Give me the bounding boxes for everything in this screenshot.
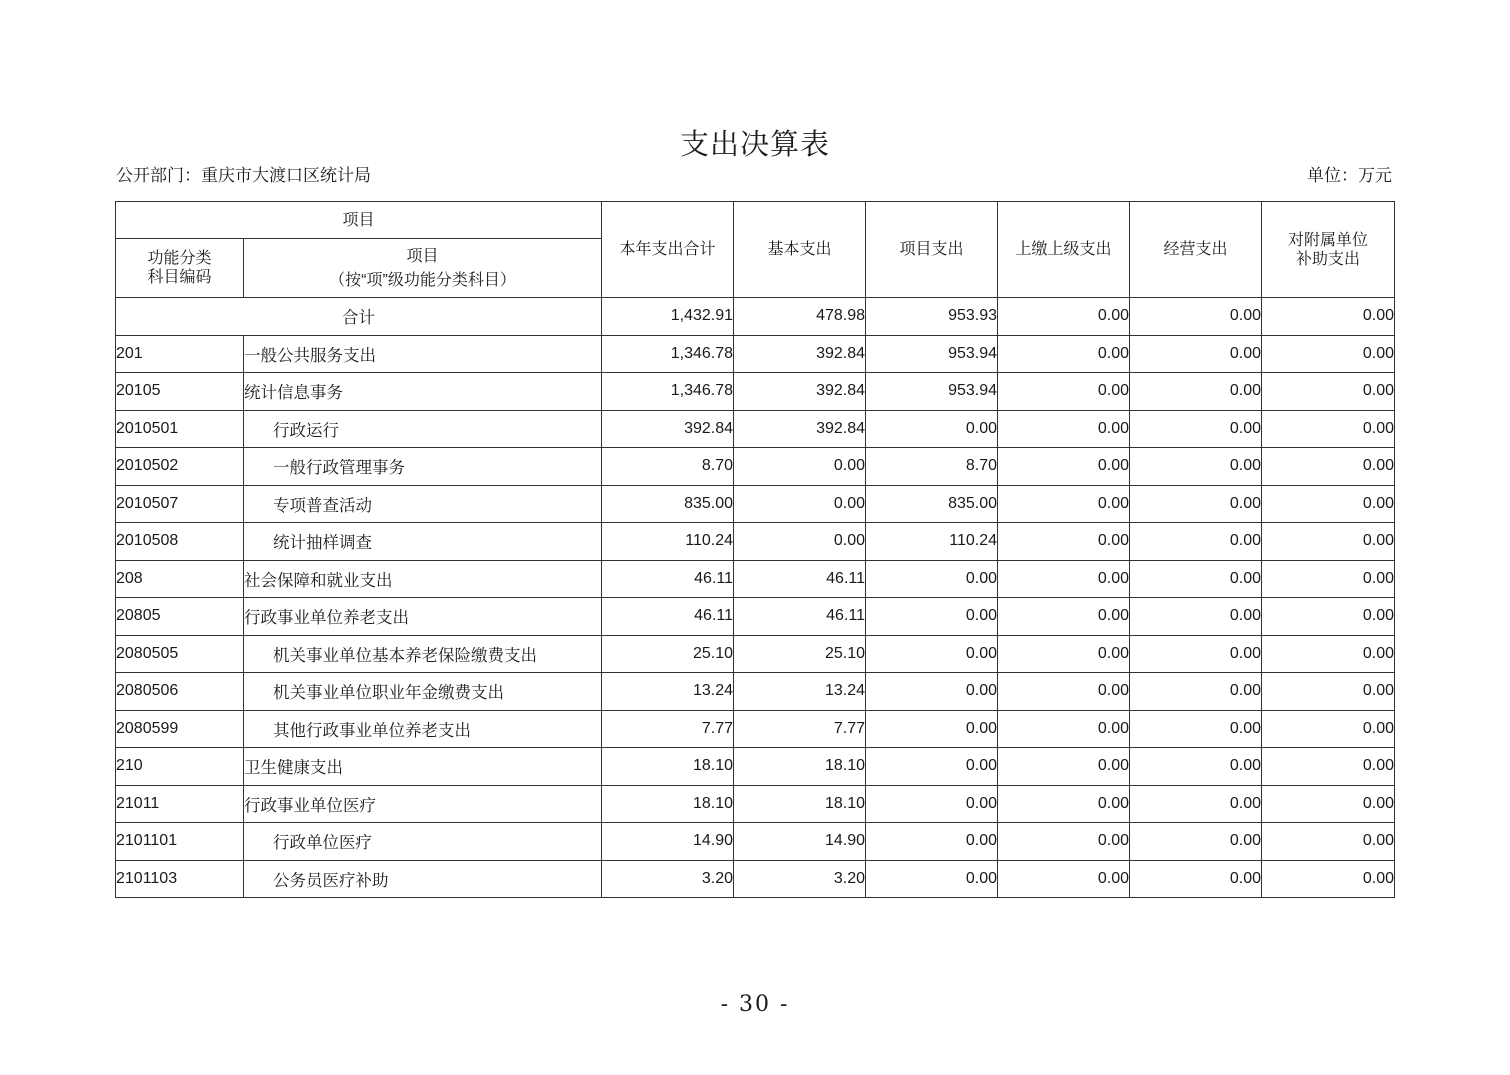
basic-cell: 0.00 bbox=[734, 523, 866, 561]
upper-cell: 0.00 bbox=[998, 485, 1130, 523]
name-cell: 公务员医疗补助 bbox=[244, 860, 602, 898]
code-cell: 2101103 bbox=[116, 860, 244, 898]
project-cell: 0.00 bbox=[866, 785, 998, 823]
table-body bbox=[116, 298, 1395, 898]
total-cell: 1,346.78 bbox=[602, 373, 734, 411]
total-cell: 14.90 bbox=[602, 823, 734, 861]
total-cell: 110.24 bbox=[602, 523, 734, 561]
name-cell: 机关事业单位基本养老保险缴费支出 bbox=[244, 635, 602, 673]
total-label: 合计 bbox=[116, 298, 602, 336]
table-row bbox=[116, 748, 1395, 786]
expenditure-table bbox=[115, 201, 1395, 898]
total-cell: 1,346.78 bbox=[602, 335, 734, 373]
project-cell: 0.00 bbox=[866, 410, 998, 448]
table-row bbox=[116, 673, 1395, 711]
table-row bbox=[116, 485, 1395, 523]
code-cell: 2010507 bbox=[116, 485, 244, 523]
business-cell: 0.00 bbox=[1130, 523, 1262, 561]
name-cell: 其他行政事业单位养老支出 bbox=[244, 710, 602, 748]
header-subsidy: 对附属单位 补助支出 bbox=[1262, 202, 1395, 298]
name-cell: 一般公共服务支出 bbox=[244, 335, 602, 373]
name-cell: 机关事业单位职业年金缴费支出 bbox=[244, 673, 602, 711]
business-cell: 0.00 bbox=[1130, 635, 1262, 673]
header-basic: 基本支出 bbox=[734, 202, 866, 298]
project-cell: 0.00 bbox=[866, 560, 998, 598]
upper-cell: 0.00 bbox=[998, 823, 1130, 861]
project-cell: 835.00 bbox=[866, 485, 998, 523]
project-cell: 0.00 bbox=[866, 598, 998, 636]
business-cell: 0.00 bbox=[1130, 785, 1262, 823]
header-code: 功能分类 科目编码 bbox=[116, 239, 244, 298]
basic-cell: 46.11 bbox=[734, 598, 866, 636]
page-number: - 30 - bbox=[720, 992, 790, 1017]
table-row bbox=[116, 523, 1395, 561]
name-cell: 社会保障和就业支出 bbox=[244, 560, 602, 598]
basic-cell: 3.20 bbox=[734, 860, 866, 898]
unit-label: 单位：万元 bbox=[1307, 166, 1392, 186]
total-cell: 1,432.91 bbox=[602, 298, 734, 336]
business-cell: 0.00 bbox=[1130, 748, 1262, 786]
basic-cell: 25.10 bbox=[734, 635, 866, 673]
code-cell: 201 bbox=[116, 335, 244, 373]
upper-cell: 0.00 bbox=[998, 598, 1130, 636]
header-name bbox=[244, 239, 602, 298]
business-cell: 0.00 bbox=[1130, 410, 1262, 448]
upper-cell: 0.00 bbox=[998, 635, 1130, 673]
department-label: 公开部门：重庆市大渡口区统计局 bbox=[116, 166, 371, 186]
business-cell: 0.00 bbox=[1130, 823, 1262, 861]
subsidy-cell: 0.00 bbox=[1262, 598, 1395, 636]
total-row bbox=[116, 298, 1395, 336]
basic-cell: 0.00 bbox=[734, 448, 866, 486]
upper-cell: 0.00 bbox=[998, 860, 1130, 898]
header-item-group: 项目 bbox=[116, 202, 602, 239]
table-row bbox=[116, 373, 1395, 411]
upper-cell: 0.00 bbox=[998, 748, 1130, 786]
subsidy-cell: 0.00 bbox=[1262, 410, 1395, 448]
header-upper: 上缴上级支出 bbox=[998, 202, 1130, 298]
business-cell: 0.00 bbox=[1130, 673, 1262, 711]
subsidy-cell: 0.00 bbox=[1262, 635, 1395, 673]
subsidy-cell: 0.00 bbox=[1262, 485, 1395, 523]
name-cell: 卫生健康支出 bbox=[244, 748, 602, 786]
table-row bbox=[116, 598, 1395, 636]
table-row bbox=[116, 410, 1395, 448]
code-cell: 2080506 bbox=[116, 673, 244, 711]
header-name-line1: 项目 bbox=[406, 247, 439, 265]
header-business: 经营支出 bbox=[1130, 202, 1262, 298]
upper-cell: 0.00 bbox=[998, 673, 1130, 711]
name-cell: 行政运行 bbox=[244, 410, 602, 448]
code-cell: 2080505 bbox=[116, 635, 244, 673]
subsidy-cell: 0.00 bbox=[1262, 710, 1395, 748]
business-cell: 0.00 bbox=[1130, 373, 1262, 411]
project-cell: 0.00 bbox=[866, 823, 998, 861]
header-name-line2: （按“项”级功能分类科目） bbox=[329, 271, 516, 289]
project-cell: 0.00 bbox=[866, 673, 998, 711]
total-cell: 18.10 bbox=[602, 748, 734, 786]
project-cell: 953.93 bbox=[866, 298, 998, 336]
code-cell: 2010502 bbox=[116, 448, 244, 486]
code-cell: 2080599 bbox=[116, 710, 244, 748]
basic-cell: 478.98 bbox=[734, 298, 866, 336]
header-project: 项目支出 bbox=[866, 202, 998, 298]
table-header bbox=[116, 202, 1395, 298]
code-cell: 2101101 bbox=[116, 823, 244, 861]
basic-cell: 7.77 bbox=[734, 710, 866, 748]
project-cell: 0.00 bbox=[866, 710, 998, 748]
total-cell: 46.11 bbox=[602, 598, 734, 636]
table-row bbox=[116, 860, 1395, 898]
header-total: 本年支出合计 bbox=[602, 202, 734, 298]
name-cell: 专项普查活动 bbox=[244, 485, 602, 523]
total-cell: 392.84 bbox=[602, 410, 734, 448]
total-cell: 8.70 bbox=[602, 448, 734, 486]
total-cell: 46.11 bbox=[602, 560, 734, 598]
project-cell: 110.24 bbox=[866, 523, 998, 561]
subsidy-cell: 0.00 bbox=[1262, 560, 1395, 598]
basic-cell: 18.10 bbox=[734, 748, 866, 786]
upper-cell: 0.00 bbox=[998, 523, 1130, 561]
upper-cell: 0.00 bbox=[998, 710, 1130, 748]
total-cell: 7.77 bbox=[602, 710, 734, 748]
upper-cell: 0.00 bbox=[998, 560, 1130, 598]
table-row bbox=[116, 335, 1395, 373]
table-row bbox=[116, 635, 1395, 673]
basic-cell: 0.00 bbox=[734, 485, 866, 523]
project-cell: 0.00 bbox=[866, 635, 998, 673]
table-row bbox=[116, 560, 1395, 598]
total-cell: 18.10 bbox=[602, 785, 734, 823]
subsidy-cell: 0.00 bbox=[1262, 673, 1395, 711]
table-row bbox=[116, 448, 1395, 486]
business-cell: 0.00 bbox=[1130, 298, 1262, 336]
upper-cell: 0.00 bbox=[998, 335, 1130, 373]
project-cell: 0.00 bbox=[866, 860, 998, 898]
project-cell: 953.94 bbox=[866, 335, 998, 373]
basic-cell: 14.90 bbox=[734, 823, 866, 861]
code-cell: 20105 bbox=[116, 373, 244, 411]
business-cell: 0.00 bbox=[1130, 485, 1262, 523]
name-cell: 行政事业单位医疗 bbox=[244, 785, 602, 823]
name-cell: 统计信息事务 bbox=[244, 373, 602, 411]
business-cell: 0.00 bbox=[1130, 448, 1262, 486]
business-cell: 0.00 bbox=[1130, 335, 1262, 373]
total-cell: 835.00 bbox=[602, 485, 734, 523]
basic-cell: 392.84 bbox=[734, 410, 866, 448]
subsidy-cell: 0.00 bbox=[1262, 523, 1395, 561]
total-cell: 3.20 bbox=[602, 860, 734, 898]
subsidy-cell: 0.00 bbox=[1262, 748, 1395, 786]
upper-cell: 0.00 bbox=[998, 785, 1130, 823]
subsidy-cell: 0.00 bbox=[1262, 373, 1395, 411]
business-cell: 0.00 bbox=[1130, 710, 1262, 748]
table-row bbox=[116, 785, 1395, 823]
code-cell: 2010501 bbox=[116, 410, 244, 448]
subsidy-cell: 0.00 bbox=[1262, 335, 1395, 373]
basic-cell: 46.11 bbox=[734, 560, 866, 598]
total-cell: 13.24 bbox=[602, 673, 734, 711]
project-cell: 953.94 bbox=[866, 373, 998, 411]
basic-cell: 18.10 bbox=[734, 785, 866, 823]
code-cell: 208 bbox=[116, 560, 244, 598]
project-cell: 8.70 bbox=[866, 448, 998, 486]
subsidy-cell: 0.00 bbox=[1262, 860, 1395, 898]
code-cell: 2010508 bbox=[116, 523, 244, 561]
name-cell: 一般行政管理事务 bbox=[244, 448, 602, 486]
business-cell: 0.00 bbox=[1130, 560, 1262, 598]
business-cell: 0.00 bbox=[1130, 860, 1262, 898]
table-row bbox=[116, 710, 1395, 748]
name-cell: 行政单位医疗 bbox=[244, 823, 602, 861]
basic-cell: 392.84 bbox=[734, 373, 866, 411]
business-cell: 0.00 bbox=[1130, 598, 1262, 636]
subsidy-cell: 0.00 bbox=[1262, 823, 1395, 861]
subsidy-cell: 0.00 bbox=[1262, 298, 1395, 336]
total-cell: 25.10 bbox=[602, 635, 734, 673]
basic-cell: 13.24 bbox=[734, 673, 866, 711]
code-cell: 210 bbox=[116, 748, 244, 786]
name-cell: 统计抽样调查 bbox=[244, 523, 602, 561]
page-title: 支出决算表 bbox=[679, 127, 830, 161]
code-cell: 21011 bbox=[116, 785, 244, 823]
upper-cell: 0.00 bbox=[998, 298, 1130, 336]
upper-cell: 0.00 bbox=[998, 373, 1130, 411]
subsidy-cell: 0.00 bbox=[1262, 785, 1395, 823]
subsidy-cell: 0.00 bbox=[1262, 448, 1395, 486]
basic-cell: 392.84 bbox=[734, 335, 866, 373]
project-cell: 0.00 bbox=[866, 748, 998, 786]
code-cell: 20805 bbox=[116, 598, 244, 636]
table-row bbox=[116, 823, 1395, 861]
name-cell: 行政事业单位养老支出 bbox=[244, 598, 602, 636]
upper-cell: 0.00 bbox=[998, 410, 1130, 448]
upper-cell: 0.00 bbox=[998, 448, 1130, 486]
